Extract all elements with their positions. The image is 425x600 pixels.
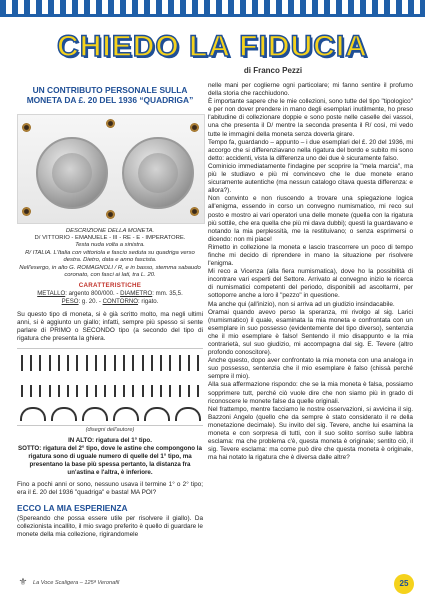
right-paragraph: Non convinto e non riuscendo a trovare una spiegazione logica all'enigma, essendo in corso un convegno numismatico, mi reco sul posto e mostro ai vari operatori una delle monete (quella con la rigatura più sottile, che era quella che più mi dava dubbi); questi la guardavano e notando la mia perplessità, me la restituivano; o senza esprimersi o dicendo: non mi piace! [208, 195, 413, 243]
characteristics-title: CARATTERISTICHE [78, 282, 142, 290]
diameter-label: DIAMETRO [120, 290, 153, 298]
coin-photo [17, 114, 205, 224]
right-paragraph: È importante sapere che le mie collezioni, sono tutte del tipo "tipologico" e per non dover prendere in mano degli esemplari inutilmente, ho preso l'abitudine di collezionare doppie e sono poste nelle caselle dei vassoi, una che presenta il D/ mentre la seconda presenta il R/ così, mi vedo tutte le immagini della moneta senza doverla girare. [208, 98, 413, 138]
drawings-caption: (disegni dell'autore) [85, 427, 135, 434]
right-column [208, 82, 413, 462]
caption-type1: IN ALTO: rigatura del 1° tipo. [68, 437, 152, 445]
club-logo-icon: ⚜ [18, 577, 28, 588]
edge-value: : rigato. [138, 298, 159, 306]
section-title: ECCO LA MIA ESPERIENZA [17, 502, 128, 513]
body-paragraph-3: (Spereando che possa essere utile per risolvere il giallo). Da collezionista incallito, il mio svago preferito è quello di guardare le monete della mia collezione, rigirandomele [17, 514, 203, 538]
weight-value: : g. 20. - [78, 298, 103, 306]
right-paragraph: Oramai quando avevo perso la speranza, mi rivolgo al sig. Larici (numismatico) il quale, esaminata la mia moneta e confrontata con un esemplare in suo possesso (evidentemente del tipo diverso), sentenzia che il mio esemplare è falso! Sentendo il mio disappunto e la mia contrarietà, sul suo giudizio, mi accompagna dal sig. E. Tevere (altro profondo conoscitore). [208, 308, 413, 357]
edge-profile-drawing [17, 403, 203, 421]
footer-text: La Voce Scaligera – 125ª Veronafil [33, 580, 120, 586]
top-divider-line [0, 14, 425, 17]
right-paragraph: Mi reco a Vicenza (alla fiera numismatica), dove ho la possibilità di incontrare vari esperti del Settore. Arrivato al convegno inizio le ricerca di numismatici competenti del periodo, disponibili ad ascoltarmi, per sottoporre anche a loro il "pezzo" in questione. [208, 268, 413, 300]
screw-icon [106, 210, 115, 219]
coin-portrait [52, 153, 92, 193]
description-edge: Nell'esergo, in alto G. ROMAGNOLI / R, e in basso, stemma sabaudo coronato, con fasci ai lati, tra L. 20. [19, 264, 201, 279]
coin-quadriga [138, 153, 178, 193]
right-paragraph: Rimetto in collezione la moneta e lascio trascorrere un poco di tempo finche mi decido di riprendere in mano la situazione per risolvere l'enigma. [208, 243, 413, 268]
description-obverse-detail: Testa nuda volta a sinistra. [75, 242, 145, 249]
description-obverse: D/ VITTORIO - EMANUELE - III - RE - E - IMPERATORE. [34, 235, 186, 241]
description-reverse: R/ ITALIA. L'Italia con vittoriola e fascio seduta su quadriga verso destra. Dietro, data e anno fascista. [25, 249, 195, 264]
right-paragraph: Tempo fa, guardando – appunto – i due esemplari del £. 20 del 1936, mi accorgo che si differenziavano nella rigatura del bordo e subito mi sono detto: accidenti, vista la differenza uno dei due è sicuramente falso. [208, 138, 413, 162]
body-paragraph-2: Fino a pochi anni or sono, nessuno usava il termine 1° o 2° tipo; era il £. 20 del 1936 "quadriga" e basta! MA POI? [17, 481, 203, 497]
screw-icon [22, 123, 31, 132]
screw-icon [190, 123, 199, 132]
right-paragraph: Ma anche qui (all'inizio), non si arriva ad un giudizio insindacabile. [208, 300, 395, 308]
page-number: 25 [394, 574, 414, 594]
right-paragraph: Alla sua affermazione rispondo: che se la mia moneta è falsa, possiamo sopprimere tutt, perché ciò vuole dire che non siamo più in grado di riconoscere le monete false da quelle originali. [208, 381, 413, 405]
metal-value: : argento 800/000. - [65, 290, 121, 298]
edge-label: CONTORNO [102, 298, 139, 306]
description-title: DESCRIZIONE DELLA MONETA. [65, 227, 155, 234]
edge-lettering-drawing [17, 348, 203, 426]
page-title: CHIEDO LA FIDUCIA [57, 30, 368, 63]
article-author: di Franco Pezzi [243, 66, 303, 75]
right-paragraph: nelle mani per coglierne ogni particolare; mi fanno sentire il profumo della storia che racchiudono. [208, 82, 413, 98]
right-paragraph: Nel frattempo, mentre facciamo le nostre osservazioni, si avvicina il sig. Bazzoni Angelo (quello che da sempre è stato considerato il re della monetazione decimale). Su invito del sig. Tevere, anche lui esamina la moneta e con sorpresa di tutti, con il suo solito sorriso sulle labbra esclama: ma che problema c'è, questa moneta è originale; sentito ciò, il sig. Tevere esclama: ma come può dire che questa moneta è originale, ma hai notato la rigatura che è diversa dalle altre? [208, 405, 413, 462]
diameter-value: : mm. 35,5. [152, 290, 183, 298]
figure-caption [17, 437, 203, 476]
coin-obverse-image [36, 137, 108, 209]
coin-reverse-image [122, 137, 194, 209]
top-decorative-stripe [0, 0, 425, 14]
screw-icon [190, 207, 199, 216]
right-paragraph: Anche questo, dopo aver confrontato la mia moneta con una analoga in suo possesso, sentenzia che il mio esemplare è falso (chissà perché sempre il mio). [208, 357, 413, 381]
right-paragraph: Cominicio immediatamente l'indagine per scoprire la "mela marcia", ma più le studiavo e più mi convincevo che le due monete erano sicuramente autentiche (ma nessun catalogo citava questa differenza: e allora?). [208, 162, 413, 195]
caption-type2: SOTTO: rigatura del 2° tipo, dove le astine che compongono la rigatura sono di uguale numero di quelle del 1° tipo, ma presentano la base più spessa pertanto, la distanza fra un'astina e l'altra, è inferiore. [18, 445, 202, 476]
metal-label: METALLO [37, 290, 66, 298]
coin-specs [17, 290, 203, 306]
body-paragraph-1: Su questo tipo di moneta, si è già scritto molto, ma negli ultimi anni, si è aggiunto un giallo; infatti, sempre più spesso si sente parlare di PRIMO o SECONDO tipo (a secondo del tipo di rigatura che presenta la ghiera. [17, 311, 203, 343]
article-subtitle: UN CONTRIBUTO PERSONALE SULLA MONETA DA £. 20 DEL 1936 “QUADRIGA” [26, 85, 194, 105]
left-column [17, 82, 203, 539]
edge-type1-drawing [17, 353, 203, 371]
coin-description [17, 228, 203, 280]
edge-type2-drawing [17, 379, 203, 397]
weight-label: PESO [61, 298, 79, 306]
screw-icon [22, 207, 31, 216]
screw-icon [106, 119, 115, 128]
